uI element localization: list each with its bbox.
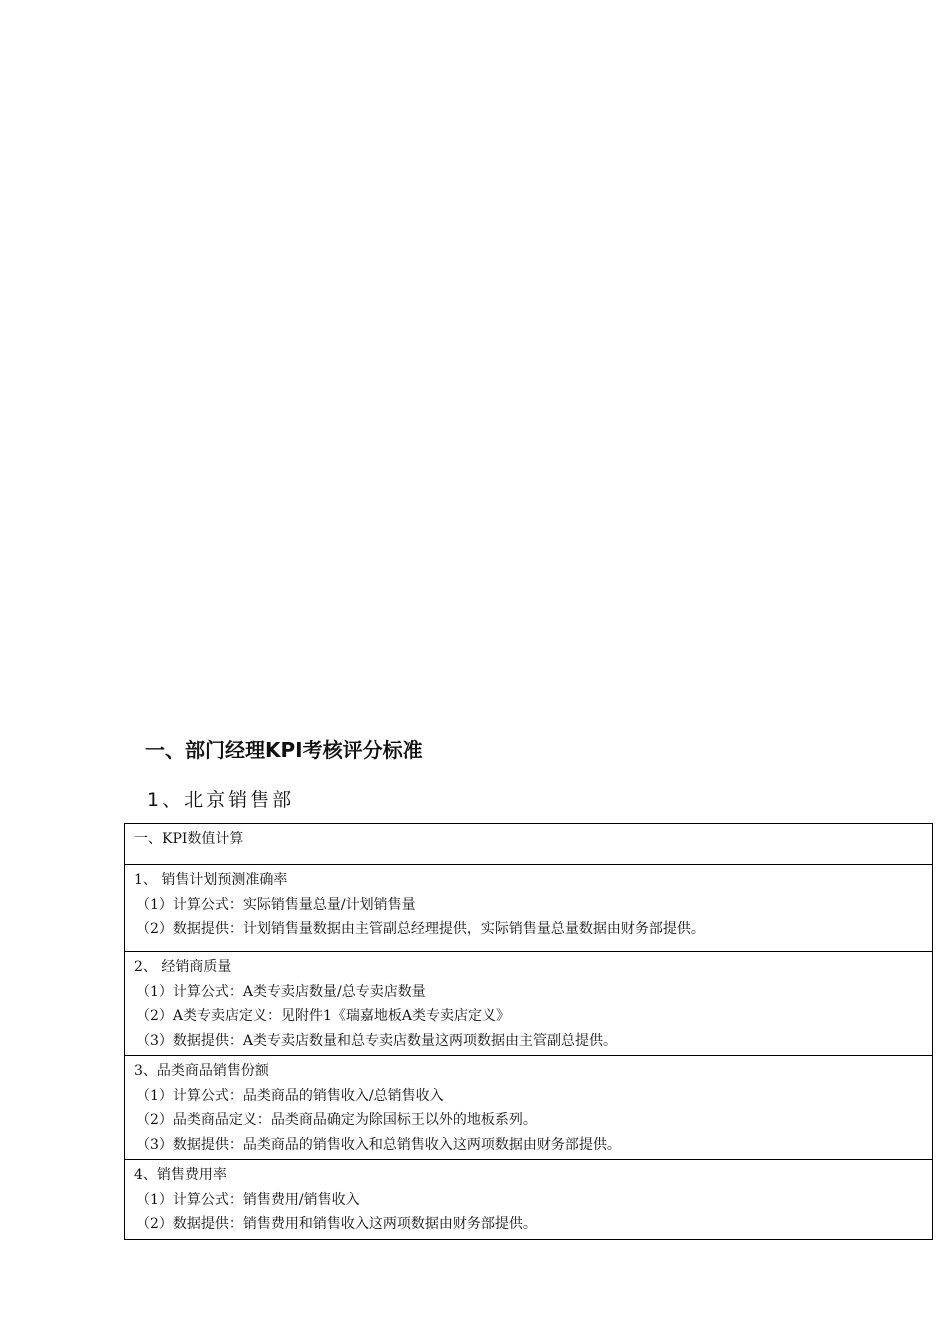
table-row bbox=[125, 1160, 933, 1240]
section-item: （1）计算公式：品类商品的销售收入/总销售收入 bbox=[136, 1087, 444, 1104]
main-heading: 一、部门经理KPI考核评分标准 bbox=[145, 738, 423, 762]
table-row bbox=[125, 824, 933, 865]
section-item: （2）品类商品定义：品类商品确定为除国标王以外的地板系列。 bbox=[136, 1112, 537, 1128]
section-title: 1、 销售计划预测准确率 bbox=[134, 872, 288, 888]
table-row bbox=[125, 1056, 933, 1160]
table-row bbox=[125, 865, 933, 952]
section-title: 3、品类商品销售份额 bbox=[134, 1063, 269, 1079]
section-item: （3）数据提供：品类商品的销售收入和总销售收入这两项数据由财务部提供。 bbox=[136, 1136, 621, 1153]
table-cell-section-2 bbox=[125, 952, 933, 1056]
table-row bbox=[125, 952, 933, 1056]
section-title: 4、销售费用率 bbox=[134, 1167, 227, 1183]
section-item: （1）计算公式：实际销售量总量/计划销售量 bbox=[136, 896, 416, 913]
table-cell-section-1 bbox=[125, 865, 933, 952]
section-item: （2）数据提供：计划销售量数据由主管副总经理提供，实际销售量总量数据由财务部提供。 bbox=[136, 921, 705, 937]
section-item: （3）数据提供：A类专卖店数量和总专卖店数量这两项数据由主管副总提供。 bbox=[136, 1032, 618, 1049]
table-cell-intro bbox=[125, 824, 933, 865]
section-item: （2）A类专卖店定义：见附件1《瑞嘉地板A类专卖店定义》 bbox=[136, 1008, 511, 1024]
sub-heading: 1、北京销售部 bbox=[147, 789, 295, 811]
table-cell-section-4 bbox=[125, 1160, 933, 1240]
section-item: （1）计算公式：A类专卖店数量/总专卖店数量 bbox=[136, 983, 426, 1000]
section-item: （2）数据提供：销售费用和销售收入这两项数据由财务部提供。 bbox=[136, 1216, 537, 1232]
section-title: 2、 经销商质量 bbox=[134, 959, 232, 975]
section-item: （1）计算公式：销售费用/销售收入 bbox=[136, 1191, 360, 1208]
table-cell-section-3 bbox=[125, 1056, 933, 1160]
kpi-table bbox=[124, 823, 933, 1240]
table-intro: 一、KPI数值计算 bbox=[134, 831, 244, 847]
